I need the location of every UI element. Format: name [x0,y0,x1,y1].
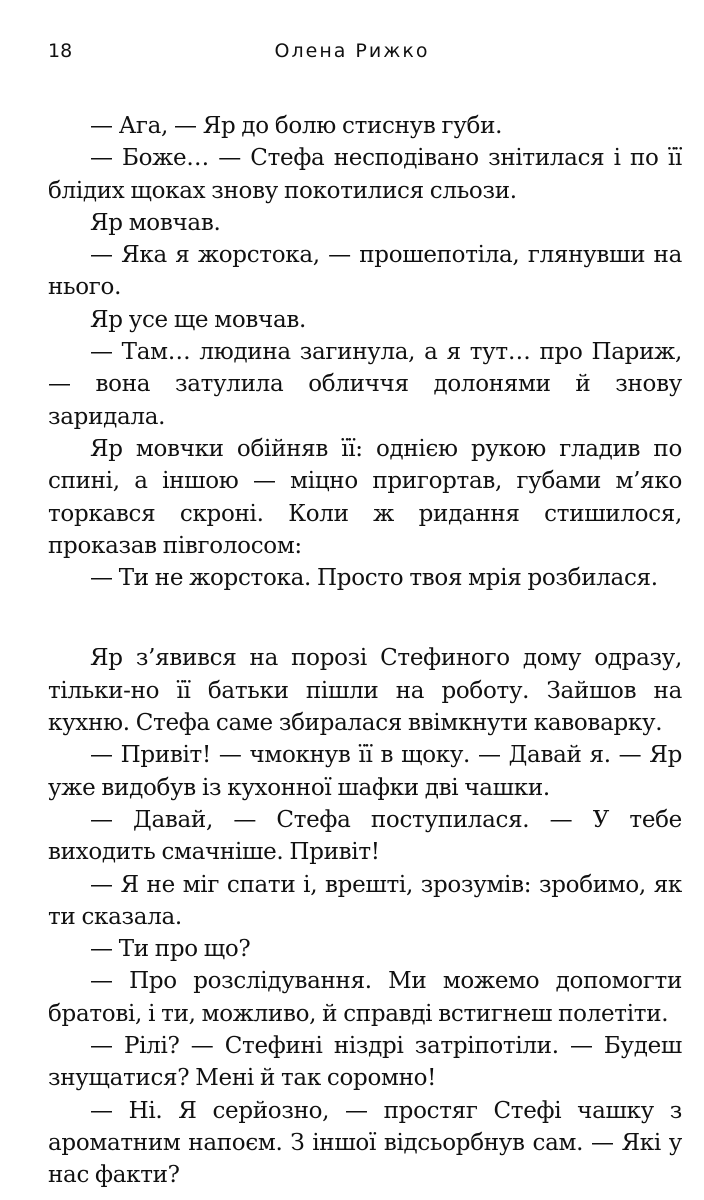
paragraph: — Ні. Я серйозно, — простяг Стефі чашку з ароматним напоєм. З іншої відсьорбнув сам. — Які у нас факти? [48,1097,682,1189]
section-break [48,594,682,642]
page-header [48,40,656,68]
paragraph: — Рілі? — Стефині ніздрі затріпотіли. — Будеш знущатися? Мені й так соромно! [48,1033,682,1092]
paragraph: Яр мовчав. [90,209,221,236]
paragraph: — Ти про що? [90,936,251,963]
running-title: Олена Рижко [274,40,430,62]
paragraph: — Привіт! — чмокнув її в щоку. — Давай я. — Яр уже видобув із кухонної шафки дві чашки. [48,742,682,801]
paragraph: — Ага, — Яр до болю стиснув губи. [90,113,503,139]
paragraph: — Там… людина загинула, а я тут… про Париж, — вона затулила обличчя долонями й знову заридала. [48,339,682,430]
page-number: 18 [48,40,73,62]
paragraph: Яр усе ще мовчав. [90,306,307,333]
paragraph: Яр мовчки обійняв її: однією рукою гладив по спині, а іншою — міцно пригортав, губами м’яко торкався скроні. Коли ж ридання стишилося, проказав півголосом: [48,435,682,559]
paragraph: Яр з’явився на порозі Стефиного дому одразу, тільки-но її батьки пішли на роботу. Зайшов на кухню. Стефа саме збиралася ввімкнути кавоварку. [48,645,682,737]
paragraph: — Яка я жорстока, — прошепотіла, глянувши на нього. [48,242,682,301]
paragraph: — Про розслідування. Ми можемо допомогти братові, і ти, можливо, й справді встигнеш полетіти. [48,968,682,1027]
paragraph: — Давай, — Стефа поступилася. — У тебе виходить смачніше. Привіт! [48,806,682,866]
paragraph: — Ти не жорстока. Просто твоя мрія розбилася. [90,565,658,592]
body-text [48,110,682,1192]
paragraph: — Боже… — Стефа несподівано знітилася і по її блідих щоках знову покотилися сльози. [48,145,682,204]
paragraph: — Я не міг спати і, врешті, зрозумів: зробимо, як ти сказала. [48,871,682,930]
